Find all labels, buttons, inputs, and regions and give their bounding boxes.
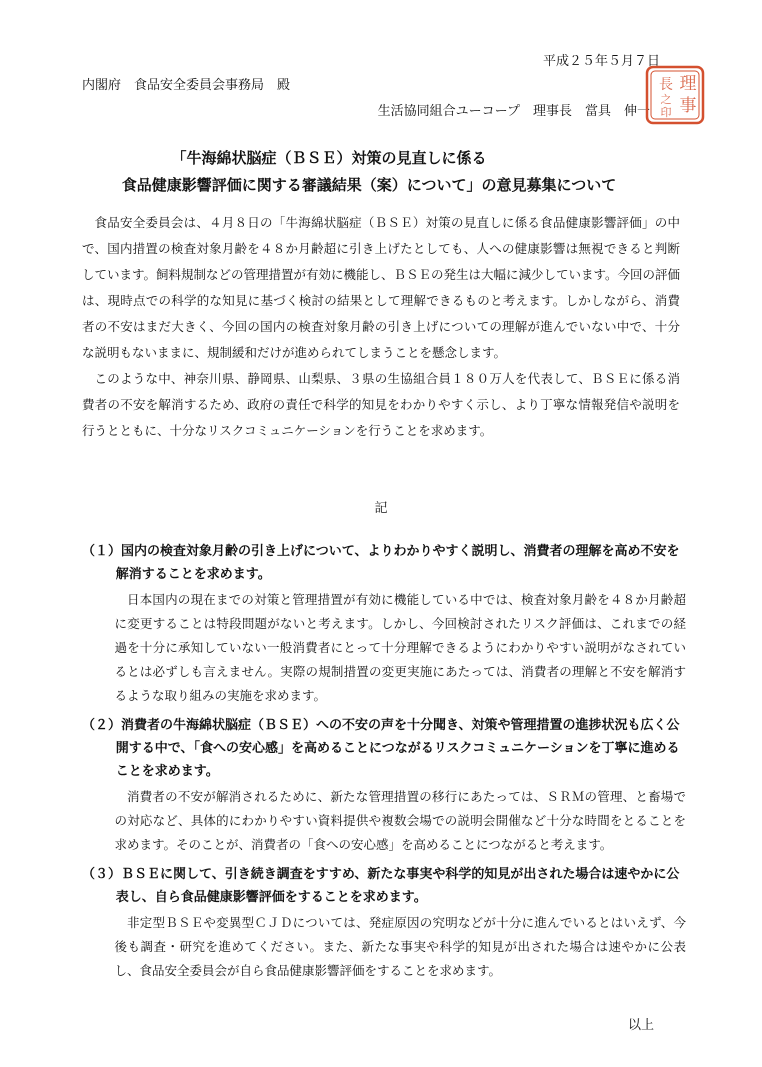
item-2-body: 消費者の不安が解消されるために、新たな管理措置の移行にあたっては、ＳＲＭの管理、と畜場での対応など、具体的にわかりやすい資料提供や複数会場での説明会開催など十分な時間をとることを求めます。そのことが、消費者の「食への安心感」を高めることにつながると考えます。	[114, 789, 686, 852]
svg-text:之: 之	[660, 93, 672, 106]
request-items	[82, 540, 686, 989]
item-1-body: 日本国内の現在までの対策と管理措置が有効に機能している中では、検査対象月齢を４８か月齢超に変更することは特段問題がないと考えます。しかし、今回検討されたリスク評価は、これまでの経過を十分に承知していない一般消費者にとって十分理解できるようにわかりやすい説明がなされているとは必ずしも言えません。実際の規制措置の変更実施にあたっては、消費者の理解と不安を解消するような取り組みの実施を求めます。	[114, 592, 686, 703]
closing-mark: 以上	[627, 1018, 654, 1033]
intro-paragraph-2: このような中、神奈川県、静岡県、山梨県、３県の生協組合員１８０万人を代表して、ＢＳＥに係る消費者の不安を解消するため、政府の責任で科学的知見をわかりやすく示し、より丁寧な情報発信や説明を行うとともに、十分なリスクコミュニケーションを行うことを求めます。	[82, 371, 680, 438]
intro-paragraph-1: 食品安全委員会は、４月８日の「牛海綿状脳症（ＢＳＥ）対策の見直しに係る食品健康影響評価」の中で、国内措置の検査対象月齢を４８か月齢超に引き上げたとしても、人への健康影響は無視できると判断しています。飼料規制などの管理措置が有効に機能し、ＢＳＥの発生は大幅に減少しています。今回の評価は、現時点での科学的な知見に基づく検討の結果として理解できるものと考えます。しかしながら、消費者の不安はまだ大きく、今回の国内の検査対象月齢の引き上げについての理解が進んでいない中で、十分な説明もないままに、規制緩和だけが進められてしまうことを懸念します。	[82, 215, 681, 360]
official-seal-stamp	[644, 64, 706, 126]
svg-text:印: 印	[660, 106, 672, 119]
request-item-2	[82, 714, 686, 857]
title-line-1: 「牛海綿状脳症（ＢＳＥ）対策の見直しに係る	[171, 149, 487, 167]
ki-marker: 記	[374, 501, 388, 516]
item-3-body: 非定型ＢＳＥや変異型ＣＪＤについては、発症原因の究明などが十分に進んでいるとはいえず、今後も調査・研究を進めてください。また、新たな事実や科学的知見が出された場合は速やかに公表し、食品安全委員会が自ら食品健康影響評価をすることを求めます。	[114, 915, 686, 978]
request-item-3	[82, 863, 686, 983]
document-date: 平成２５年５月７日	[542, 54, 660, 69]
addressee: 内閣府 食品安全委員会事務局 殿	[82, 78, 291, 93]
sender-line: 生活協同組合ユーコープ 理事長 當具 伸一	[377, 104, 650, 119]
title-line-2: 食品健康影響評価に関する審議結果（案）について」の意見募集について	[121, 176, 617, 194]
intro-section	[82, 210, 680, 444]
svg-text:事: 事	[679, 96, 697, 116]
svg-text:理: 理	[679, 74, 697, 94]
svg-text:長: 長	[659, 77, 673, 93]
item-3-heading: （３）ＢＳＥに関して、引き続き調査をすすめ、新たな事実や科学的知見が出された場合は速やかに公表し、自ら食品健康影響評価をすることを求めます。	[82, 867, 680, 905]
request-item-1	[82, 540, 686, 708]
item-2-heading: （２）消費者の牛海綿状脳症（ＢＳＥ）への不安の声を十分聞き、対策や管理措置の進捗状況も広く公開する中で、「食への安心感」を高めることにつながるリスクコミュニケーションを丁寧に進めることを求めます。	[82, 718, 680, 779]
item-1-heading: （１）国内の検査対象月齢の引き上げについて、よりわかりやすく説明し、消費者の理解を高め不安を解消することを求めます。	[82, 544, 680, 582]
